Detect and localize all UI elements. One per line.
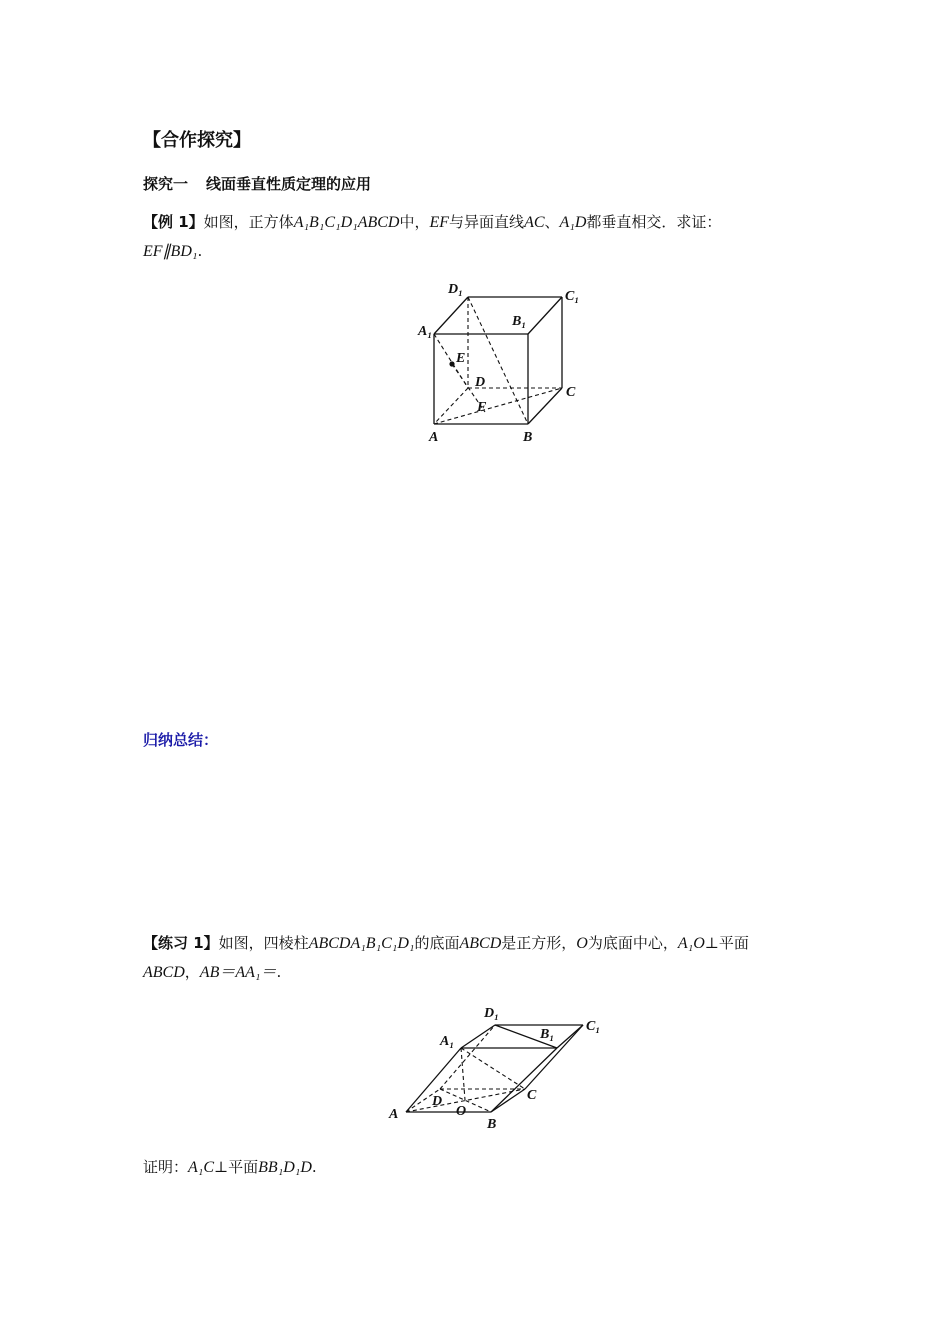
exercise-text: 的底面 xyxy=(414,934,460,952)
exercise-1-text xyxy=(143,929,813,987)
cube-figure xyxy=(410,278,590,448)
math: BB₁D₁D xyxy=(258,1159,312,1176)
inquiry-label: 探究一 xyxy=(143,175,189,193)
exercise-text: ⊥平面 xyxy=(704,934,749,952)
label-c1: C₁ xyxy=(586,1019,601,1034)
label-a1: A₁ xyxy=(440,1034,455,1049)
math: A₁D xyxy=(559,214,587,231)
label-a: A xyxy=(429,430,439,445)
label-o: O xyxy=(456,1104,467,1119)
math: A₁B₁C₁D₁ABCD xyxy=(293,214,400,231)
proof-text: . xyxy=(311,1158,317,1176)
exercise-text: 为底面中心， xyxy=(587,934,678,952)
math: AB＝AA₁＝ xyxy=(199,964,277,981)
label-d1: D₁ xyxy=(448,282,463,297)
exercise-text: . xyxy=(276,963,282,981)
label-d: D xyxy=(475,375,486,390)
proof-statement xyxy=(143,1153,813,1182)
math: A₁O xyxy=(677,935,705,952)
label-c: C xyxy=(566,385,576,400)
inquiry-heading xyxy=(143,173,371,194)
example-text: 如图，正方体 xyxy=(203,213,294,231)
label-d1: D₁ xyxy=(484,1006,499,1021)
section-title: 【合作探究】 xyxy=(143,130,251,151)
exercise-text: 是正方形， xyxy=(501,934,577,952)
label-a: A xyxy=(389,1107,399,1122)
proof-text: 证明： xyxy=(143,1158,189,1176)
math: AC xyxy=(524,214,545,231)
label-a1: A₁ xyxy=(418,324,433,339)
prism-figure xyxy=(385,998,610,1133)
example-text: 都垂直相交．求证： xyxy=(586,213,722,231)
example-tag: 【例 1】 xyxy=(143,213,204,231)
label-b1: B₁ xyxy=(540,1027,555,1042)
summary-label: 归纳总结： xyxy=(143,731,219,749)
label-e: E xyxy=(456,351,466,366)
label-b: B xyxy=(487,1117,497,1132)
example-text: 中， xyxy=(399,213,430,231)
math: A₁C xyxy=(188,1159,215,1176)
example-text: . xyxy=(197,242,203,260)
label-b: B xyxy=(523,430,533,445)
label-c: C xyxy=(527,1088,537,1103)
label-b1: B₁ xyxy=(512,314,527,329)
math: EF∥BD₁ xyxy=(143,243,198,260)
exercise-text: ， xyxy=(184,963,200,981)
math: ABCD xyxy=(459,935,502,952)
label-f: F xyxy=(477,400,487,415)
math: ABCDA₁B₁C₁D₁ xyxy=(308,935,415,952)
example-text: 、 xyxy=(544,213,560,231)
exercise-tag: 【练习 1】 xyxy=(143,934,219,952)
label-c1: C₁ xyxy=(565,289,580,304)
example-text: 与异面直线 xyxy=(449,213,525,231)
point-e-dot xyxy=(449,361,454,366)
label-d: D xyxy=(432,1094,443,1109)
math: ABCD xyxy=(143,964,185,981)
example-1-text xyxy=(143,208,813,266)
inquiry-title: 线面垂直性质定理的应用 xyxy=(206,175,372,193)
math: O xyxy=(576,935,588,952)
proof-text: ⊥平面 xyxy=(214,1158,259,1176)
math: EF xyxy=(429,214,450,231)
exercise-text: 如图，四棱柱 xyxy=(218,934,309,952)
